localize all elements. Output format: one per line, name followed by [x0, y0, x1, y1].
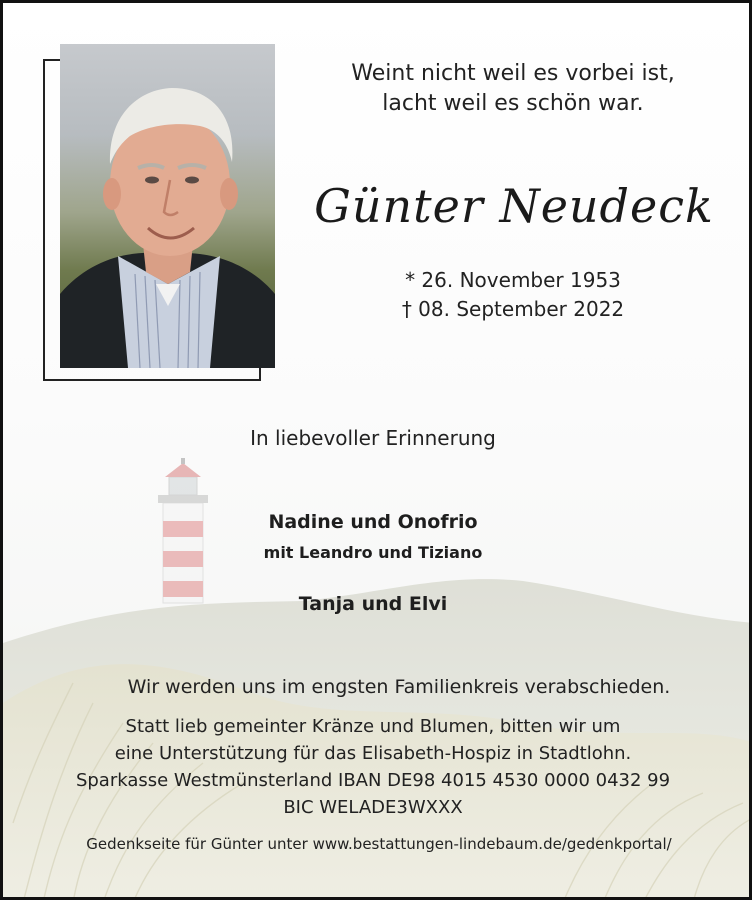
deceased-name: Günter Neudeck [314, 179, 714, 233]
birth-date: * 26. November 1953 [405, 268, 621, 292]
quote-line-1: Weint nicht weil es vorbei ist, [351, 61, 675, 86]
family-group-1-children: mit Leandro und Tiziano [263, 543, 483, 562]
family-group-1: Nadine und Onofrio [268, 511, 478, 533]
bank-iban: Sparkasse Westmünsterland IBAN DE98 4015 4530 0000 0432 99 [75, 770, 671, 791]
memory-phrase: In liebevoller Erinnerung [250, 426, 496, 450]
bank-bic: BIC WELADE3WXXX [283, 797, 463, 818]
death-date: † 08. September 2022 [401, 297, 625, 321]
donation-request [3, 713, 743, 821]
portrait-photo [60, 44, 275, 368]
donation-line-1: Statt lieb gemeinter Kränze und Blumen, bitten wir um [125, 716, 621, 737]
memorial-page-link[interactable]: Gedenkseite für Günter unter www.bestattungen-lindebaum.de/gedenkportal/ [86, 835, 672, 853]
family-group-2: Tanja und Elvi [298, 593, 448, 615]
life-dates [333, 266, 693, 324]
memorial-quote [303, 59, 723, 119]
donation-line-2: eine Unterstützung für das Elisabeth-Hospiz in Stadtlohn. [114, 743, 632, 764]
farewell-note: Wir werden uns im engsten Familienkreis verabschieden. [127, 676, 671, 698]
quote-line-2: lacht weil es schön war. [382, 91, 644, 116]
